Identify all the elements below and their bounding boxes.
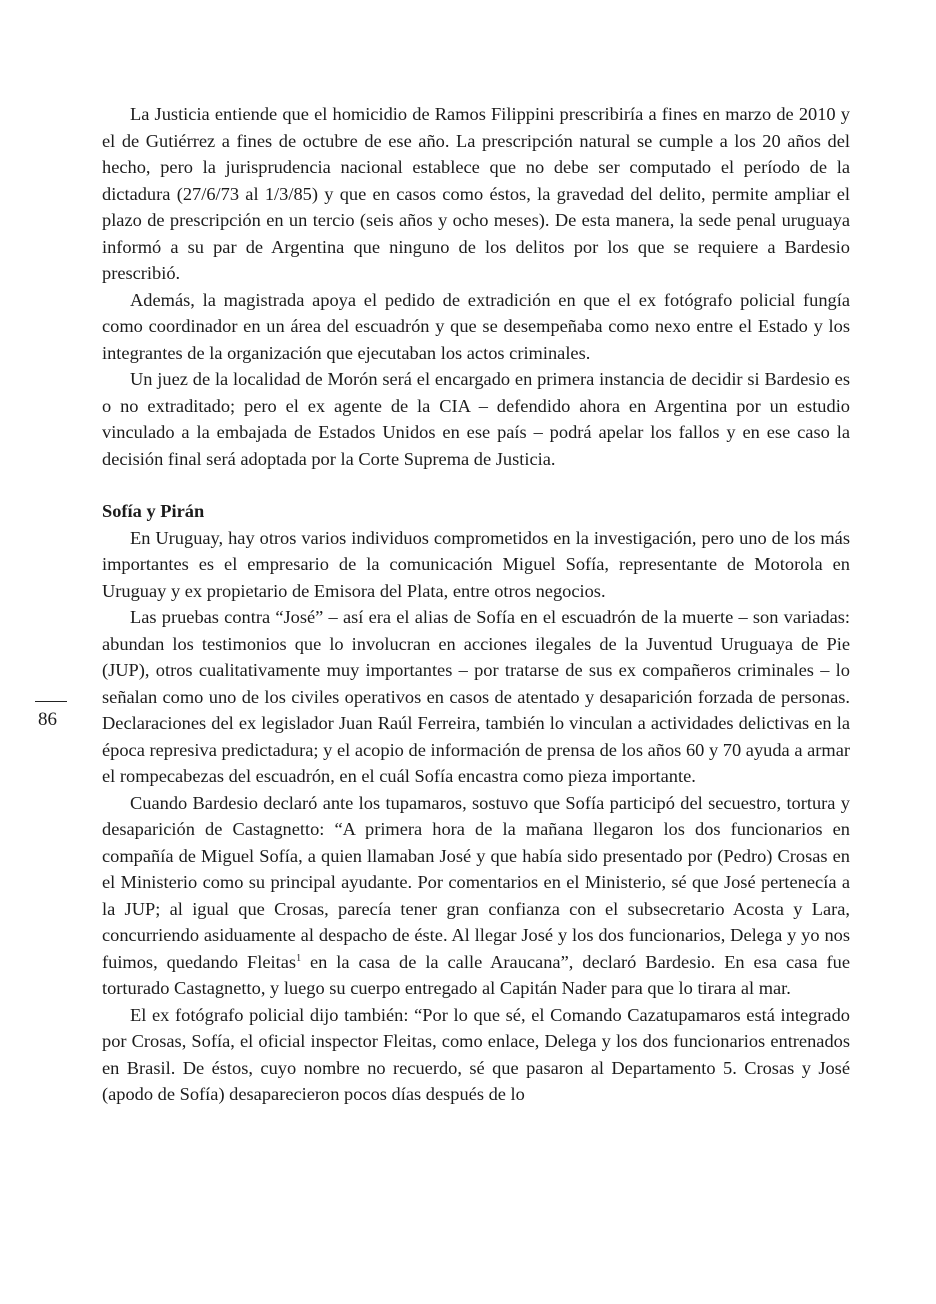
page-body: [102, 101, 850, 1108]
paragraph-evidence: Las pruebas contra “José” – así era el alias de Sofía en el escuadrón de la muerte – son variadas: abundan los testimonios que lo involucran en acciones ilegales de la Juventud Uruguaya de Pie (JUP), otros cualitativamente muy importantes – por tratarse de sus ex compañeros criminales – lo señalan como uno de los civiles operativos en casos de atentado y desaparición forzada de personas. Declaraciones del ex legislador Juan Raúl Ferreira, también lo vinculan a actividades delictivas en la época represiva predictadura; y el acopio de información de prensa de los años 60 y 70 ayuda a armar el rompecabezas del escuadrón, en el cuál Sofía encastra como pieza importante.: [102, 607, 850, 786]
paragraph-uruguay: En Uruguay, hay otros varios individuos comprometidos en la investigación, pero uno de los más importantes es el empresario de la comunicación Miguel Sofía, representante de Motorola en Uruguay y ex propietario de Emisora del Plata, entre otros negocios.: [102, 527, 850, 601]
page-number-rule: [35, 701, 67, 702]
paragraph-bardesio-testimony: [102, 790, 850, 1002]
section-heading: Sofía y Pirán: [102, 501, 205, 521]
paragraph-magistrate: Además, la magistrada apoya el pedido de extradición en que el ex fotógrafo policial fungía como coordinador en un área del escuadrón y que se desempeñaba como nexo entre el Estado y los integrantes de la organización que ejecutaban los actos criminales.: [102, 289, 850, 363]
testimony-text-after: en la casa de la calle Araucana”, declaró Bardesio. En esa casa fue torturado Castagnetto, y luego su cuerpo entregado al Capitán Nader para que lo tirara al mar.: [102, 951, 850, 998]
testimony-text-before: Cuando Bardesio declaró ante los tupamaros, sostuvo que Sofía participó del secuestro, tortura y desaparición de Castagnetto: “A primera hora de la mañana llegaron los dos funcionarios en compañía de Miguel Sofía, a quien llamaban José y que había sido presentado por (Pedro) Crosas en el Ministerio como su principal ayudante. Por comentarios en el Ministerio, sé que José pertenecía a la JUP; al igual que Crosas, parecía tener gran confianza con el subsecretario Acosta y Lara, concurriendo asiduamente al despacho de éste. Al llegar José y los dos funcionarios, Delega y yo nos fuimos, quedando Fleitas: [102, 792, 850, 972]
paragraph-prescription: La Justicia entiende que el homicidio de Ramos Filippini prescribiría a fines en marzo de 2010 y el de Gutiérrez a fines de octubre de ese año. La prescripción natural se cumple a los 20 años del hecho, pero la jurisprudencia nacional establece que no debe ser computado el período de la dictadura (27/6/73 al 1/3/85) y que en casos como éstos, la gravedad del delito, permite ampliar el plazo de prescripción en un tercio (seis años y ocho meses). De esta manera, la sede penal uruguaya informó a su par de Argentina que ninguno de los delitos por los que se requiere a Bardesio prescribió.: [102, 104, 850, 283]
page-number: 86: [38, 709, 57, 730]
paragraph-comando: El ex fotógrafo policial dijo también: “Por lo que sé, el Comando Cazatupamaros está integrado por Crosas, Sofía, el oficial inspector Fleitas, como enlace, Delega y los dos funcionarios entrenados en Brasil. De éstos, cuyo nombre no recuerdo, sé que pasaron al Departamento 5. Crosas y José (apodo de Sofía) desaparecieron pocos días después de lo: [102, 1004, 850, 1104]
paragraph-moron-judge: Un juez de la localidad de Morón será el encargado en primera instancia de decidir si Bardesio es o no extraditado; pero el ex agente de la CIA – defendido ahora en Argentina por un estudio vinculado a la embajada de Estados Unidos en ese país – podrá apelar los fallos y en ese caso la decisión final será adoptada por la Corte Suprema de Justicia.: [102, 369, 850, 469]
footnote-marker: 1: [296, 952, 302, 964]
